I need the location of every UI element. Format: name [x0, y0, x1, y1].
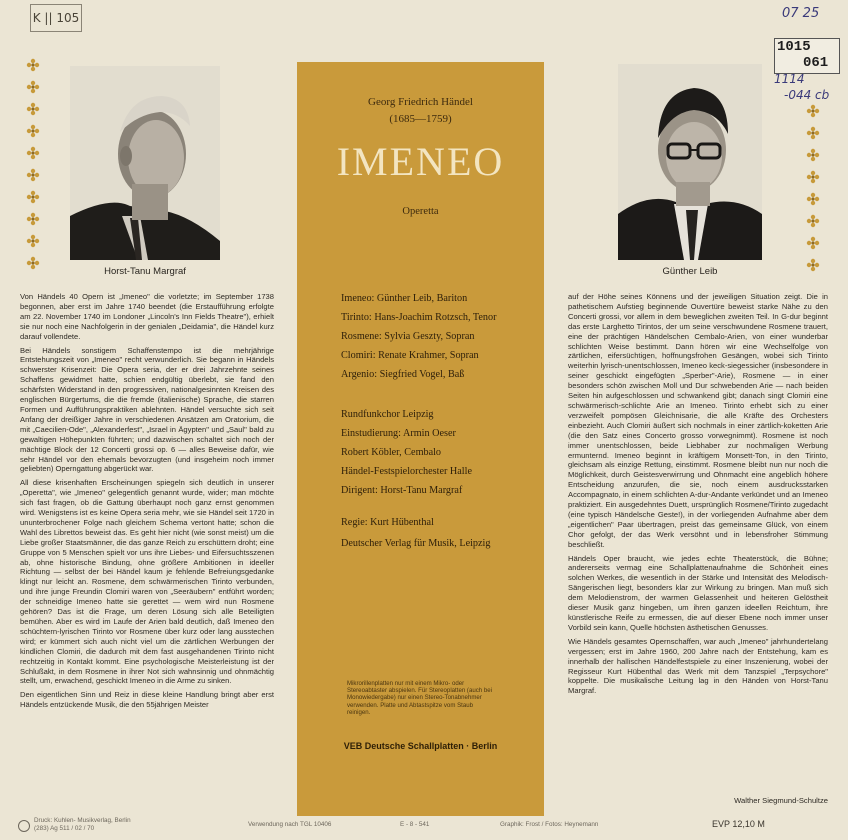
- fleur-ornament-icon: [806, 236, 820, 250]
- essay-paragraph: Wie Händels gesamtes Opernschaffen, war auch „Imeneo" jahrhundertelang vergessen; erst im Jahre 1960, 200 Jahre nach der Entstehung, kam es innerhalb der hallischen Händelfestspiele zu einer Inszenierung, wobei der Regisseur Kurt Hübenthal das Werk mit dem Tanzspiel „Terpsychore" koppelte. Die musikalische Leitung lag in den Händen von Horst-Tanu Margraf.: [568, 636, 828, 696]
- fleur-ornament-icon: [26, 102, 40, 116]
- cast-line: Rosmene: Sylvia Geszty, Sopran: [341, 331, 475, 342]
- footer-printer: [34, 817, 131, 833]
- ensemble-line: Händel-Festspielorchester Halle: [341, 466, 472, 477]
- fleur-ornament-icon: [806, 126, 820, 140]
- opera-subtitle: Operetta: [402, 206, 439, 217]
- footer-price: EVP 12,10 M: [712, 819, 765, 829]
- fleur-ornament-icon: [26, 168, 40, 182]
- catalog-number-2: 061: [803, 55, 829, 71]
- portrait-photo-margraf: [70, 66, 220, 260]
- essay-paragraph: Bei Händels sonstigem Schaffenstempo ist die mehrjährige Entstehungszeit von „Imeneo" recht verwunderlich. Sie begann in Händels schwerster Krisenzeit: Die Opera seria, der er drei Jahrzehnte seines Schaffens gewidmet hatte, schien endgültig überlebt, sie fand den schärfsten Widerstand in den progressiven, nationalgesinnten Kreisen des englischen Bürgertums, die die fremde (italienische) Sprache, die starren Formen und Aufführungspraktiken ablehnten. Händel versuchte sich seit Anfang der dreißiger Jahre in verschiedenen Ansätzen am Oratorium, die mit „Caecilien-Ode", „Alexanderfest", „Israel in Ägypten" und „Saul" bald zu gewaltigen Höhepunkten führten; und dazwischen schaltet sich noch der mächtige Block der 12 Concerti grossi op. 6 — alles Beweise dafür, wie sehr Händel vor den ehemals bevorzugten (und insgeheim noch immer geliebten) Operngattung abgerückt war.: [20, 345, 274, 474]
- cast-line: Clomiri: Renate Krahmer, Sopran: [341, 350, 479, 361]
- composer-name: Georg Friedrich Händel: [368, 96, 473, 108]
- essay-paragraph: auf der Höhe seines Könnens und der jeweiligen Situation zeigt. Die in pathetischem Aufstieg beginnende Ouvertüre beweist starke Nähe zu den Concerti grossi, vor allem in dem beweglichen zweiten Teil. In G-dur beginnt das erste Larghetto Tirintos, der um seine verschwundene Rosmene trauert, eine der prächtigen Händelschen Cembalo-Arien, von einer wunderbar schlichten Weise bestimmt. Dann hören wir eine Wechselfolge von zärtlichen, eifersüchtigen, hoffnungsfrohen Gesängen, wobei sich Tirinto weiterhin lyrisch-unentschlossen, Imeneo keck-siegessicher (insbesondere in seiner geschickt eingefügten „Sperber"-Arie), Rosmene — in einer besonders schön zwischen Moll und Dur schwebenden Arie — nach beiden Seiten hin aufgeschlossen und schwankend gibt; danach singt Clomiri eine schwärmerisch-schlichte Arie an Imeneo. Tirinto erhebt sich zu einer verzweifelt pompösen Gleichnisarie, die alle Kräfte des Orchesters einbezieht. Auch Clomiri äußert sich nochmals in einer zärtlich-koketten Arie (die den Satz eines Concerto grosso vorwegnimmt). Rosmene ist noch immer unentschlossen, beide Liebhaber zur nochmaligen Werbung ermunternd. Imeneo beginnt in kräftigem Monsett-Ton, in den Tirinto, gleichsam als einzige Rettung, einstimmt. Rosmene bleibt nun nur noch die Möglichkeit, durch Geistesverwirrung und Ohnmacht eine angeblich höhere Entscheidung anzurufen, die sie, noch einem ausdrucksstarken Accompagnato, in einem schlichten A-dur-Andante verkündet und an Imeneo praktiziert. Ein ausgedehntes Duett, ursprünglich Rosmene/Tirinto zugedacht (eine typisch Händelsche Geste!), in der vorliegenden Aufnahme aber dem „eigentlichen" Paar übertragen, preist das gemeinsame Glück, von einem Chor gefolgt, der das Werk versöhnt und in lebensfroher Stimmung beschließt.: [568, 292, 828, 549]
- fleur-ornament-icon: [26, 256, 40, 270]
- cast-line: Imeneo: Günther Leib, Bariton: [341, 293, 468, 304]
- publisher-line: Deutscher Verlag für Musik, Leipzig: [341, 538, 491, 549]
- fleur-ornament-icon: [806, 170, 820, 184]
- fleur-ornament-icon: [26, 124, 40, 138]
- essay-paragraph: All diese krisenhaften Erscheinungen spiegeln sich deutlich in unserer „Operetta", wie „Imeneo" gelegentlich genannt wurde, wider; man möchte sich fast fragen, ob die Gattung überhaupt noch ganz ernst genommen wird. Wenigstens ist es keine Opera seria mehr, wie sie Händel seit 1720 in ununterbrochener Folge nach gleichem Schema vertont hatte; schon die Wahl des Librettos beweist das. Es geht hier nicht (wie sonst meist) um die Liebe großer Staatsmänner, die das ganze Reich zu erschüttern droht; eine Gruppe von 5 Menschen spielt vor uns ihre Liebes- und Eifersuchtsszenen ab, ohne historische Bindung, ohne größere Ambitionen in ideeller Richtung — selbst der bei Händel kaum je fehlende Befreiungsgedanke klingt nur leicht an. Rosmene, dem schwärmerischen Tirinto verbunden, und ihre junge Freundin Clomiri waren von „Seeräubern" entführt worden; der schneidige Imeneo hatte sie gerettet — wem wird nun Rosmene gehören? Das ist die Frage, um deren Lösung sich alle Beteiligten bemühen. Aber es wird im Laufe der Arien bald deutlich, daß Imeneo den schüchtern-lyrischen Tirinto vor Rosmene über kurz oder lang ausstechen wird; er kümmert sich auch nicht viel um die zärtlichen Werbungen der kindlichen Clomiri, die dadurch mit dem fast ausgehandenen Tirinto nicht rechtzeitig in Kontakt kommt. Eine psychologische Meisterleistung ist der Schlußakt, in dem Rosmene in ihrer Not sich wahnsinnig und ohnmächtig stellt, um, erwachend, geschickt Imeneo in die Arme zu sinken.: [20, 478, 274, 686]
- opera-title: IMENEO: [336, 139, 505, 184]
- fleur-ornament-icon: [26, 234, 40, 248]
- caption-left: Horst-Tanu Margraf: [104, 266, 186, 277]
- director-line: Regie: Kurt Hübenthal: [341, 517, 434, 528]
- footer-graphic-credit: Graphik: Frost / Fotos: Heynemann: [500, 821, 599, 828]
- ensemble-line: Rundfunkchor Leipzig: [341, 409, 434, 420]
- stamp-top-left: [30, 4, 82, 32]
- cast-line: Argenio: Siegfried Vogel, Baß: [341, 369, 465, 380]
- fleur-ornament-icon: [806, 192, 820, 206]
- ensemble-line: Robert Köbler, Cembalo: [341, 447, 442, 458]
- fleur-ornament-icon: [26, 212, 40, 226]
- fleur-ornament-icon: [806, 104, 820, 118]
- playback-note: Mikrorillenplatten nur mit einem Mikro- oder Stereoabtaster abspielen. Für Stereoplatten (auch bei Monowiedergabe) nur einen Stereo-Tonabnehmer verwenden. Platte und Abtastspitze vom Staub reinigen.: [347, 680, 492, 716]
- handwritten-number-2-text: -044 cb: [784, 88, 830, 102]
- stamp-top-right: [782, 6, 819, 21]
- essay-paragraph: Den eigentlichen Sinn und Reiz in diese kleine Handlung bringt aber erst Händels entzückende Musik, die den 55jährigen Meister: [20, 690, 274, 710]
- essay-right-column: [568, 292, 828, 790]
- catalog-number-1: 1015: [777, 39, 811, 55]
- fleur-ornament-icon: [806, 258, 820, 272]
- caption-right: Günther Leib: [662, 266, 718, 277]
- essay-paragraph: Händels Oper braucht, wie jedes echte Theaterstück, die Bühne; andererseits vermag eine Schallplattenaufnahme die Schönheit eines solchen Werkes, die wesentlich in der Stärke und Intensität des Melodisch-Sängerischen liegt, besonders klar zur Wirkung zu bringen. Man muß sich dem Melodienstrom, der warmen Gelassenheit und heiteren Gelöstheit dieser Musik ganz hingeben, um ihren ganzen ideellen Reichtum, ihre künstlerische Reife zu ermessen, die auf dieser Ebene noch immer unser Vorbild sein kann, Quelle höchsten ästhetischen Genusses.: [568, 553, 828, 632]
- fleur-ornament-icon: [26, 80, 40, 94]
- essay-signature: Walther Siegmund-Schultze: [734, 796, 828, 805]
- label-logo-icon: [18, 820, 30, 832]
- footer-printer-line-1: Druck: Kuhlen- Musikverlag, Berlin: [34, 817, 131, 824]
- catalog-box: [774, 38, 840, 74]
- essay-paragraph: Von Händels 40 Opern ist „Imeneo" die vorletzte; im September 1738 begonnen, aber erst im Jahre 1740 beendet (die Erstaufführung erfolgte am 22. November 1740 im Londoner „Lincoln's Inn Fields Theatre"), erhielt sie nur noch eine Nachfolgerin in der genialen „Deidamia", die Händel kurz darauf vollendete.: [20, 292, 274, 341]
- fleur-ornament-icon: [806, 148, 820, 162]
- record-label: VEB Deutsche Schallplatten · Berlin: [343, 741, 498, 751]
- fleur-ornament-icon: [26, 58, 40, 72]
- footer-order: Verwendung nach TGL 10406: [248, 821, 332, 828]
- footer-printer-line-2: (283) Ag 511 / 02 / 70: [34, 825, 95, 832]
- cast-line: Tirinto: Hans-Joachim Rotzsch, Tenor: [341, 312, 497, 323]
- footer-bar: [0, 813, 848, 840]
- footer-code: E - 8 - 541: [400, 821, 430, 828]
- composer-dates: (1685—1759): [389, 113, 452, 125]
- handwritten-number-1-text: 1114: [774, 72, 805, 86]
- ensemble-line: Einstudierung: Armin Oeser: [341, 428, 456, 439]
- stamp-top-left-text: K || 105: [32, 11, 80, 25]
- title-panel: [297, 62, 544, 816]
- handwritten-number-2: [784, 88, 829, 102]
- handwritten-number-1: [774, 72, 805, 86]
- ensemble-line: Dirigent: Horst-Tanu Margraf: [341, 485, 463, 496]
- stamp-top-right-text: 07 25: [782, 6, 820, 21]
- portrait-photo-leib: [618, 64, 762, 260]
- fleur-ornament-icon: [26, 146, 40, 160]
- fleur-ornament-icon: [806, 214, 820, 228]
- fleur-ornament-icon: [26, 190, 40, 204]
- essay-left-column: [20, 292, 274, 812]
